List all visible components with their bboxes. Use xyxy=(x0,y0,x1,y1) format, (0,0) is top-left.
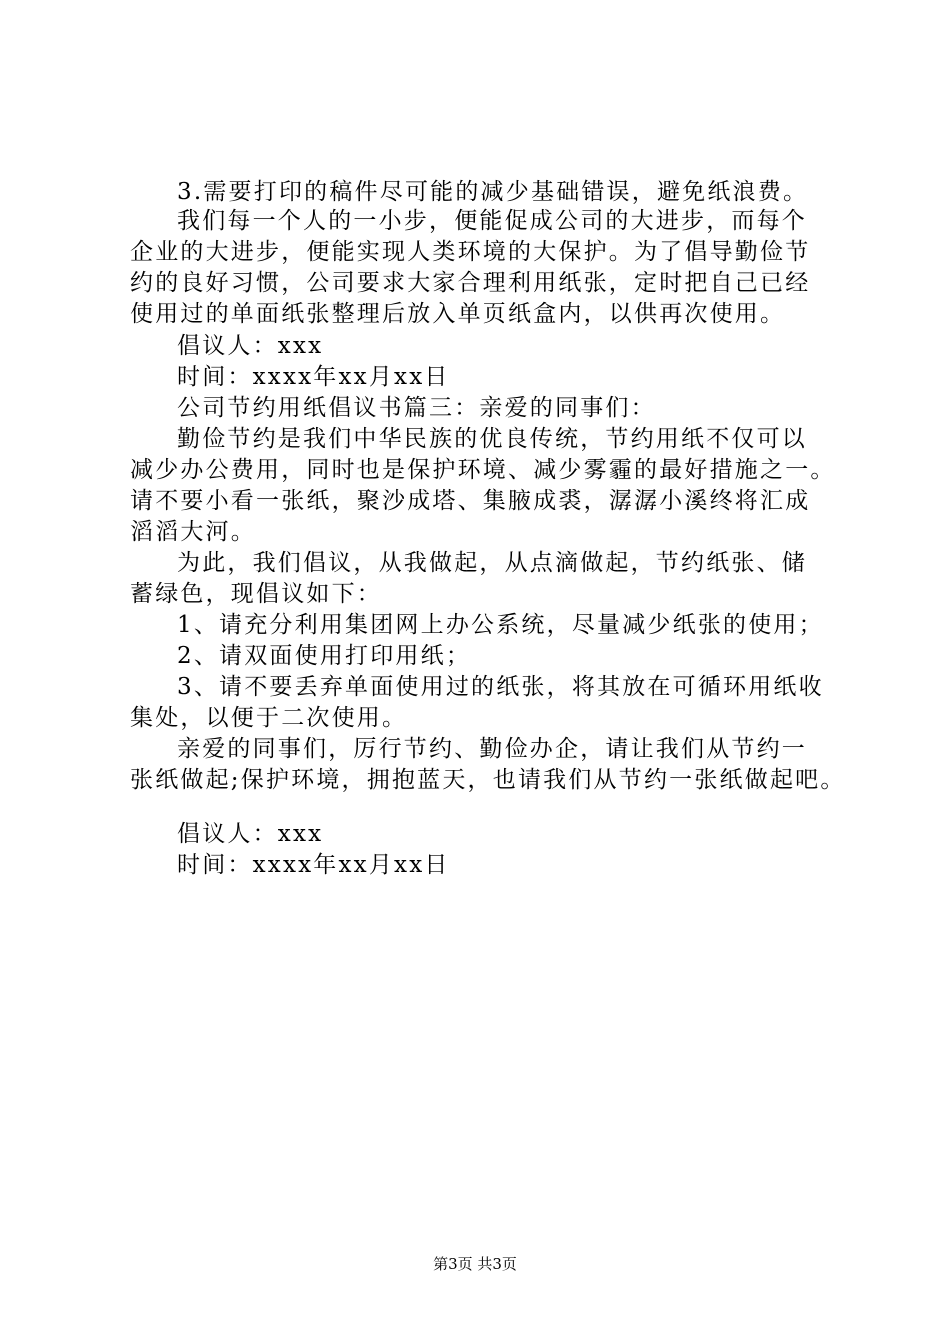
paragraph-line: 亲爱的同事们，厉行节约、勤俭办企，请让我们从节约一 xyxy=(177,736,807,762)
paragraph-line: 张纸做起;保护环境，拥抱蓝天，也请我们从节约一张纸做起吧。 xyxy=(130,767,846,793)
paragraph-line: 为此，我们倡议，从我做起，从点滴做起，节约纸张、储 xyxy=(177,550,807,576)
date-line: 时间：xxxx年xx月xx日 xyxy=(177,364,450,390)
date-line: 时间：xxxx年xx月xx日 xyxy=(177,852,450,878)
paragraph-line: 企业的大进步，便能实现人类环境的大保护。为了倡导勤俭节 xyxy=(130,239,811,265)
paragraph-line: 约的良好习惯，公司要求大家合理利用纸张，定时把自己已经 xyxy=(130,270,811,296)
paragraph-line: 3.需要打印的稿件尽可能的减少基础错误，避免纸浪费。 xyxy=(177,179,809,205)
paragraph-line: 我们每一个人的一小步，便能促成公司的大进步，而每个 xyxy=(177,208,807,234)
list-item: 3、请不要丢弃单面使用过的纸张，将其放在可循环用纸收 xyxy=(177,674,824,700)
paragraph-line: 使用过的单面纸张整理后放入单页纸盒内，以供再次使用。 xyxy=(130,301,786,327)
list-item-continuation: 集处，以便于二次使用。 xyxy=(130,705,408,731)
paragraph-line: 减少办公费用，同时也是保护环境、减少雾霾的最好措施之一。 xyxy=(130,457,836,483)
paragraph-line: 勤俭节约是我们中华民族的优良传统，节约用纸不仅可以 xyxy=(177,426,807,452)
page-number-footer: 第3页 共3页 xyxy=(433,1255,517,1273)
paragraph-line: 滔滔大河。 xyxy=(130,519,256,545)
paragraph-line: 蓄绿色，现倡议如下： xyxy=(130,581,382,607)
proposer-line: 倡议人：xxx xyxy=(177,333,324,359)
list-item: 2、请双面使用打印用纸； xyxy=(177,643,472,669)
proposer-line: 倡议人：xxx xyxy=(177,821,324,847)
list-item: 1、请充分利用集团网上办公系统，尽量减少纸张的使用； xyxy=(177,612,824,638)
section-heading: 公司节约用纸倡议书篇三：亲爱的同事们： xyxy=(177,395,656,421)
paragraph-line: 请不要小看一张纸，聚沙成塔、集腋成裘，潺潺小溪终将汇成 xyxy=(130,488,811,514)
